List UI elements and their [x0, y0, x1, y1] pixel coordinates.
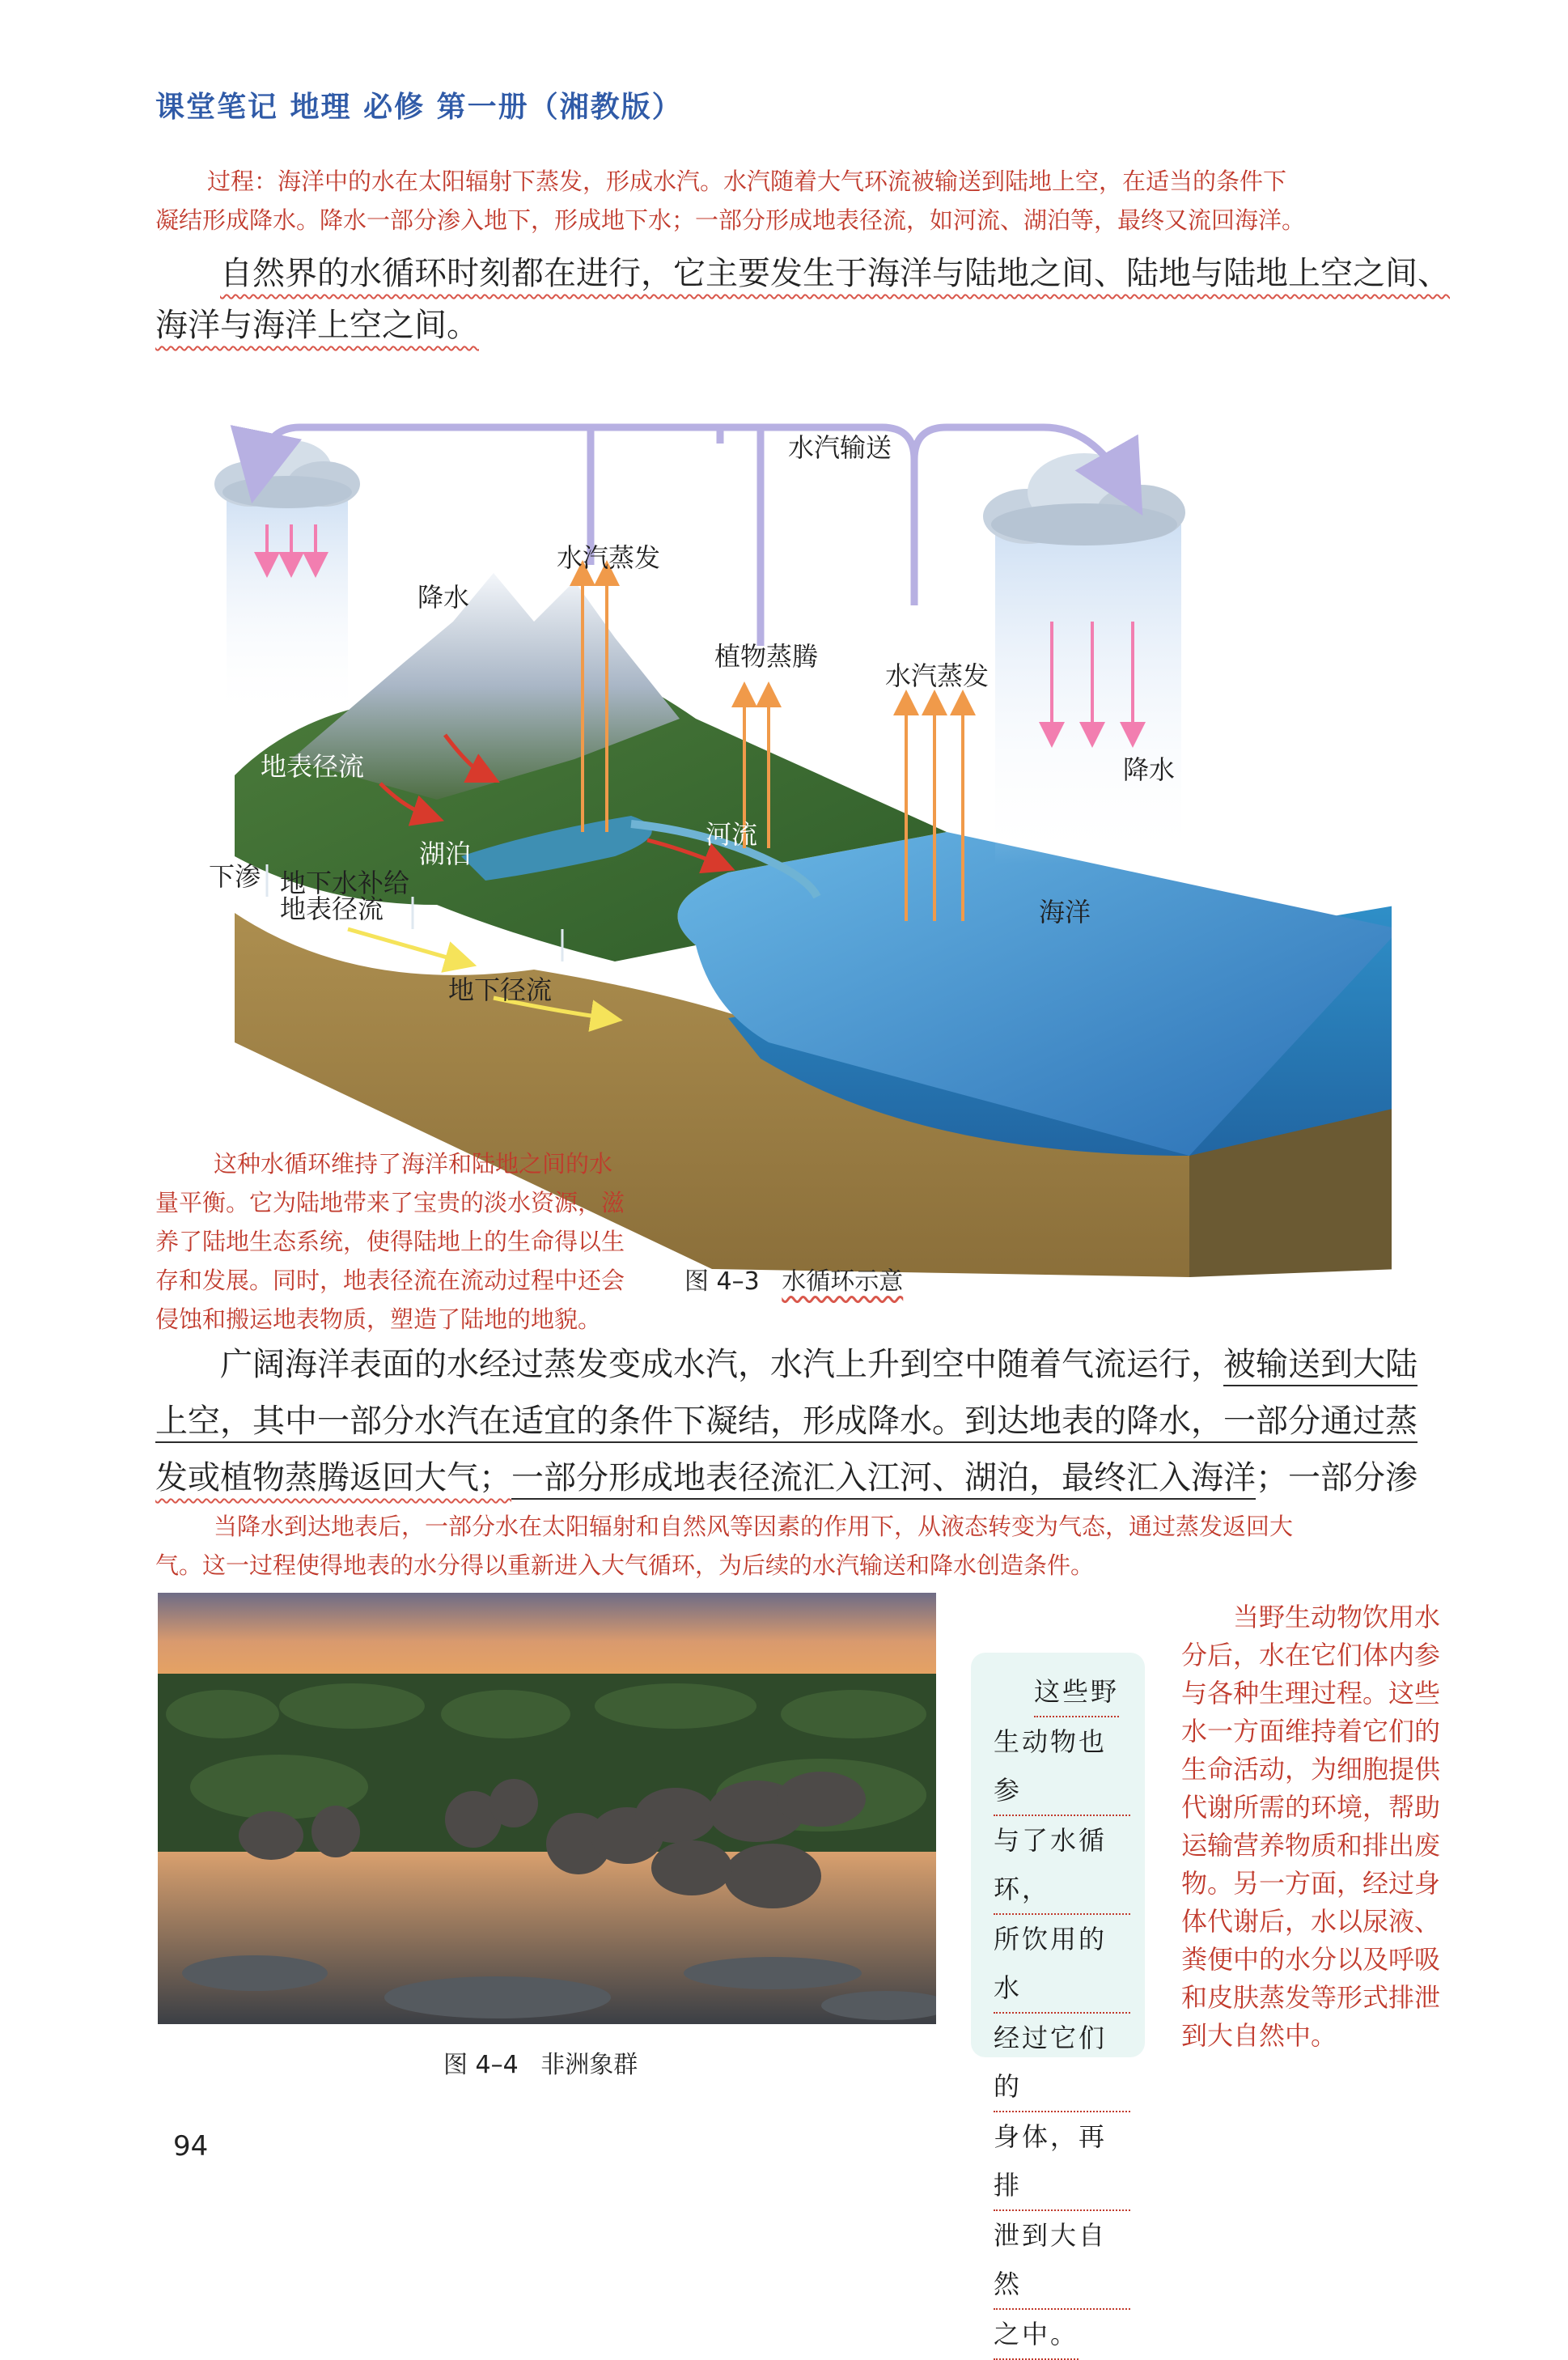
diagram-note-line-5: 侵蚀和搬运地表物质，塑造了陆地的地貌。 [155, 1305, 602, 1333]
cloud-right [983, 453, 1185, 864]
speech-bubble-note [971, 1653, 1145, 2349]
figure-4-3-number: 图 4–3 [684, 1267, 760, 1296]
side-note-line-5: 生命活动，为细胞提供 [1181, 1754, 1441, 1785]
speech-line-6: 身体，再排 [994, 2112, 1130, 2211]
side-note-line-4: 水一方面维持着它们的 [1181, 1716, 1441, 1747]
side-note-wildlife [1181, 1598, 1464, 2055]
label-river: 河流 [706, 819, 758, 850]
figure-4-3-title: 水循环示意 [782, 1267, 904, 1296]
speech-line-2: 生动物也参 [994, 1717, 1130, 1816]
side-note-line-3: 与各种生理过程。这些 [1181, 1678, 1441, 1708]
label-precipitation-right: 降水 [1123, 754, 1176, 785]
paragraph-2-text-3c: ；一部分渗 [1256, 1459, 1418, 1496]
side-note-line-2: 分后，水在它们体内参 [1181, 1640, 1441, 1670]
label-lake: 湖泊 [419, 838, 472, 869]
vapor-transport-arrows [259, 427, 1125, 646]
label-groundwater-recharge: 地下水补给 [280, 868, 410, 898]
paragraph-2-text-3b: 一部分形成地表径流汇入江河、湖泊，最终汇入海洋 [511, 1459, 1256, 1496]
side-note-line-12: 到大自然中。 [1181, 2020, 1337, 2051]
handwritten-note-process-cont: 凝结形成降水。降水一部分渗入地下，形成地下水；一部分形成地表径流，如河流、湖泊等，最终又流回海洋。 [155, 206, 1306, 234]
label-evaporation-left: 水汽蒸发 [557, 542, 661, 573]
paragraph-1-text: 自然界的水循环时刻都在进行，它主要发生于海洋与陆地之间、陆地与陆地上空之间、 [220, 255, 1450, 292]
label-ocean: 海洋 [1039, 897, 1091, 927]
paragraph-2-line-3 [155, 1449, 1418, 1507]
paragraph-1-line-2 [155, 296, 479, 354]
paragraph-1-line-1 [220, 244, 1450, 303]
label-groundwater-flow: 地下径流 [448, 974, 553, 1005]
side-note-line-6: 代谢所需的环境，帮助 [1181, 1792, 1441, 1823]
label-groundwater-recharge-2: 地表径流 [280, 893, 384, 924]
paragraph-2-text-2a: 上空，其中一部分水汽在适宜的条件下凝结，形成降水。 [155, 1403, 964, 1440]
diagram-note-line-4: 存和发展。同时，地表径流在流动过程中还会 [155, 1267, 625, 1294]
side-note-line-1: 当野生动物饮用水 [1233, 1602, 1441, 1632]
side-note-line-8: 物。另一方面，经过身 [1181, 1868, 1441, 1899]
label-evaporation-right: 水汽蒸发 [885, 660, 990, 691]
running-header: 课堂笔记 地理 必修 第一册（湘教版） [155, 91, 683, 124]
label-infiltration: 下渗 [209, 861, 261, 892]
label-vapor-transport: 水汽输送 [788, 432, 892, 463]
figure-4-4-title: 非洲象群 [540, 2051, 638, 2079]
figure-4-3-caption [684, 1261, 903, 1297]
paragraph-2-line-2 [155, 1392, 1418, 1450]
side-note-line-10: 粪便中的水分以及呼吸 [1181, 1944, 1441, 1975]
figure-4-4-number: 图 4–4 [443, 2051, 519, 2079]
water-cycle-diagram [194, 379, 1392, 1277]
speech-line-3: 与了水循环， [994, 1816, 1130, 1915]
label-transpiration: 植物蒸腾 [714, 641, 819, 672]
diagram-note-line-2: 量平衡。它为陆地带来了宝贵的淡水资源，滋 [155, 1189, 625, 1216]
paragraph-2-text-1b: 被输送到大陆 [1223, 1346, 1418, 1383]
speech-line-7: 泄到大自然 [994, 2211, 1130, 2310]
side-note-line-7: 运输营养物质和排出废 [1181, 1830, 1441, 1861]
side-note-line-11: 和皮肤蒸发等形式排泄 [1181, 1982, 1441, 2013]
side-note-line-9: 体代谢后，水以尿液、 [1181, 1906, 1441, 1937]
speech-line-5: 经过它们的 [994, 2014, 1130, 2112]
elephant-photo-image [158, 1593, 936, 2024]
figure-4-4-caption [443, 2044, 638, 2080]
paragraph-2-text-1a: 广阔海洋表面的水经过蒸发变成水汽，水汽上升到空中随着气流运行， [220, 1346, 1223, 1383]
page-number: 94 [173, 2130, 209, 2163]
cloud-left [214, 440, 360, 719]
paragraph-2-text-2b: 到达地表的降水，一部分通过蒸 [964, 1403, 1418, 1440]
paragraph-2-text-3a: 发或植物蒸腾返回大气； [155, 1459, 511, 1496]
label-surface-runoff: 地表径流 [261, 751, 365, 782]
handwritten-note-process: 过程：海洋中的水在太阳辐射下蒸发，形成水汽。水汽随着大气环流被输送到陆地上空，在适当的条件下 [207, 168, 1287, 195]
handwritten-note-evaporation: 当降水到达地表后，一部分水在太阳辐射和自然风等因素的作用下，从液态转变为气态，通过蒸发返回大 [214, 1513, 1294, 1540]
water-cycle-illustration [194, 379, 1392, 1277]
paragraph-2-line-1 [220, 1335, 1418, 1394]
paragraph-1-text-end: 海洋与海洋上空之间。 [155, 307, 479, 344]
handwritten-note-evaporation-cont: 气。这一过程使得地表的水分得以重新进入大气循环，为后续的水汽输送和降水创造条件。 [155, 1551, 1095, 1579]
elephant-herd-photo [158, 1593, 936, 2024]
speech-line-8: 之中。 [994, 2310, 1079, 2360]
label-precipitation-left: 降水 [417, 582, 470, 613]
speech-line-1: 这些野 [1034, 1667, 1119, 1717]
speech-line-4: 所饮用的水 [994, 1915, 1130, 2014]
diagram-note-line-3: 养了陆地生态系统，使得陆地上的生命得以生 [155, 1228, 625, 1255]
diagram-note-line-1: 这种水循环维持了海洋和陆地之间的水 [214, 1150, 613, 1178]
